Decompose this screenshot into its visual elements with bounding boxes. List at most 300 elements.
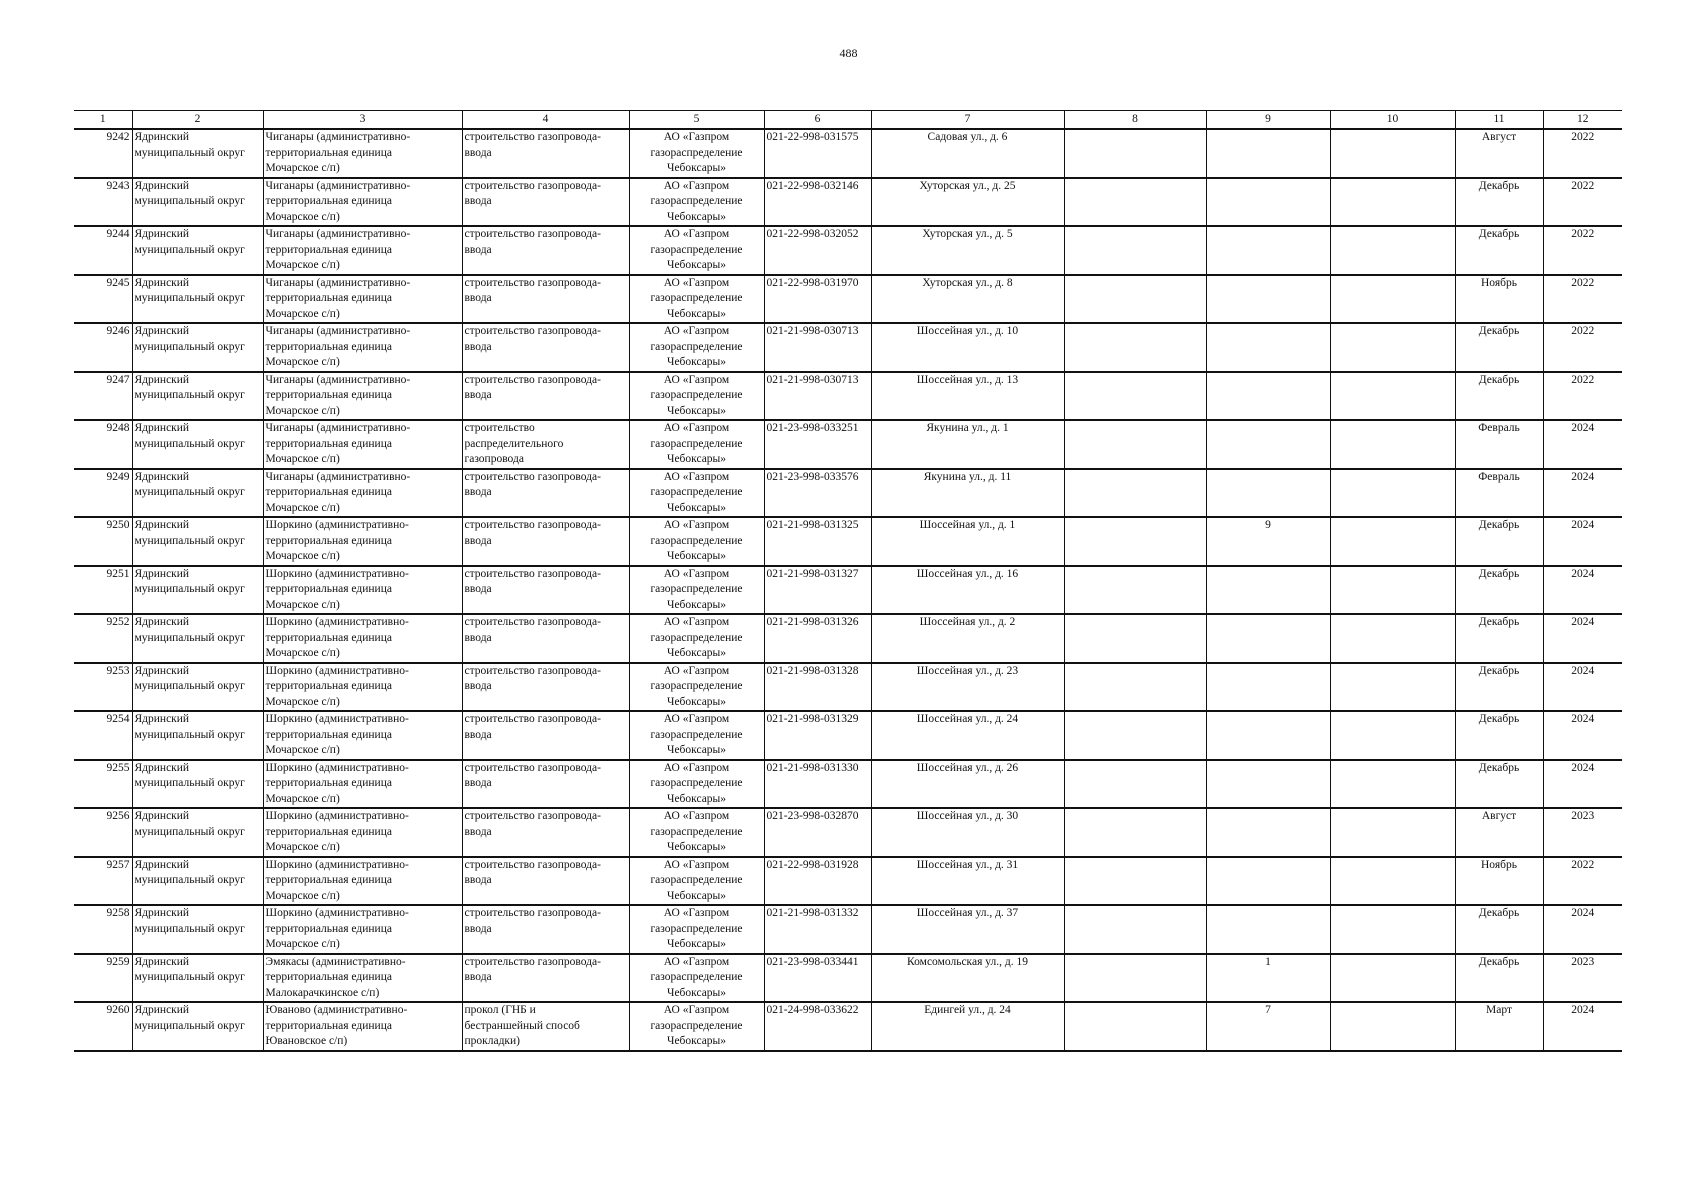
- cell-col-10: [1330, 275, 1455, 324]
- cell-text-line: АО «Газпром: [663, 567, 730, 580]
- column-header-10: 10: [1330, 111, 1455, 130]
- cell-text-line: муниципальный округ: [134, 631, 245, 644]
- cell-col-11: Август: [1455, 808, 1543, 857]
- cell-text-line: строительство газопровода-: [464, 519, 601, 531]
- cell-col-12: 2022: [1543, 129, 1622, 178]
- cell-text-line: Малокарачкинское с/п): [265, 986, 380, 999]
- cell-text-line: строительство газопровода-: [464, 907, 601, 919]
- cell-col-11: Декабрь: [1455, 323, 1543, 372]
- cell-text-line: Ядринский: [134, 228, 190, 240]
- cell-text-line: Шоркино (административно-: [265, 567, 409, 580]
- cell-col-4: [462, 178, 629, 227]
- cell-col-9: [1206, 711, 1330, 760]
- cell-text-line: АО «Газпром: [663, 616, 730, 628]
- cell-text-line: Чиганары (административно-: [265, 373, 411, 386]
- cell-col-11: Декабрь: [1455, 760, 1543, 809]
- cell-text-line: муниципальный округ: [134, 486, 245, 498]
- cell-col-8: [1064, 857, 1206, 906]
- cell-col-12: 2024: [1543, 614, 1622, 663]
- header-row: [74, 111, 1622, 130]
- cell-col-9: 9: [1206, 517, 1330, 566]
- cell-text-line: Ювановское с/п): [265, 1035, 348, 1047]
- cell-col-4: [462, 420, 629, 469]
- cell-text-line: муниципальный округ: [134, 922, 245, 935]
- table-row: [74, 614, 1622, 663]
- cell-text-line: территориальная единица: [265, 1019, 392, 1032]
- cell-col-4: [462, 129, 629, 178]
- cell-text-line: Мочарское с/п): [265, 356, 340, 368]
- cell-col-10: [1330, 760, 1455, 809]
- cell-text-line: Мочарское с/п): [265, 889, 340, 902]
- cell-col-10: [1330, 711, 1455, 760]
- cell-text-line: Эмякасы (административно-: [265, 955, 406, 968]
- cell-text-line: газораспределение: [650, 195, 743, 207]
- cell-col-2: [132, 1002, 263, 1051]
- cell-col-1: 9244: [74, 226, 132, 275]
- cell-col-5: [629, 614, 764, 663]
- column-header-12: 12: [1543, 111, 1622, 130]
- cell-col-10: [1330, 663, 1455, 712]
- cell-col-3: [263, 226, 462, 275]
- cell-col-10: [1330, 420, 1455, 469]
- cell-col-6: 021-24-998-033622: [764, 1002, 871, 1051]
- cell-col-8: [1064, 275, 1206, 324]
- cell-text-line: Чебоксары»: [666, 453, 727, 465]
- cell-col-8: [1064, 323, 1206, 372]
- table-row: [74, 760, 1622, 809]
- cell-col-11: Декабрь: [1455, 663, 1543, 712]
- cell-text-line: Чебоксары»: [666, 792, 727, 805]
- cell-text-line: АО «Газпром: [663, 907, 730, 919]
- cell-col-8: [1064, 226, 1206, 275]
- cell-col-9: [1206, 275, 1330, 324]
- cell-col-6: 021-22-998-031970: [764, 275, 871, 324]
- cell-text-line: Шоркино (административно-: [265, 810, 409, 822]
- cell-text-line: Ядринский: [134, 810, 190, 822]
- cell-text-line: муниципальный округ: [134, 195, 245, 207]
- cell-text-line: Мочарское с/п): [265, 501, 340, 514]
- cell-col-4: [462, 905, 629, 954]
- cell-text-line: территориальная единица: [265, 437, 392, 450]
- cell-text-line: Чебоксары»: [666, 307, 727, 320]
- cell-col-12: 2024: [1543, 517, 1622, 566]
- cell-col-3: [263, 275, 462, 324]
- cell-text-line: газораспределение: [650, 486, 743, 498]
- cell-text-line: Чебоксары»: [666, 550, 727, 562]
- cell-col-6: 021-21-998-031326: [764, 614, 871, 663]
- cell-text-line: муниципальный округ: [134, 777, 245, 789]
- cell-text-line: строительство газопровода-: [464, 470, 601, 483]
- cell-col-4: [462, 1002, 629, 1051]
- cell-text-line: АО «Газпром: [663, 131, 730, 143]
- cell-col-5: [629, 226, 764, 275]
- table-row: [74, 178, 1622, 227]
- cell-col-9: [1206, 469, 1330, 518]
- cell-col-11: Март: [1455, 1002, 1543, 1051]
- cell-text-line: газораспределение: [650, 874, 743, 886]
- cell-text-line: ввода: [464, 146, 492, 159]
- cell-text-line: Мочарское с/п): [265, 938, 340, 950]
- cell-col-1: 9242: [74, 129, 132, 178]
- cell-col-11: Декабрь: [1455, 226, 1543, 275]
- cell-col-4: [462, 808, 629, 857]
- cell-text-line: Чебоксары»: [666, 889, 727, 902]
- cell-col-6: 021-21-998-030713: [764, 372, 871, 421]
- cell-col-6: 021-22-998-032146: [764, 178, 871, 227]
- cell-text-line: Ядринский: [134, 470, 190, 483]
- cell-col-2: [132, 517, 263, 566]
- cell-col-7: Хуторская ул., д. 5: [871, 226, 1064, 275]
- cell-col-5: [629, 905, 764, 954]
- cell-col-4: [462, 760, 629, 809]
- cell-text-line: муниципальный округ: [134, 389, 245, 401]
- cell-text-line: муниципальный округ: [134, 728, 245, 741]
- cell-col-3: [263, 808, 462, 857]
- cell-col-5: [629, 323, 764, 372]
- cell-text-line: территориальная единица: [265, 971, 392, 983]
- cell-col-4: [462, 614, 629, 663]
- table-row: [74, 517, 1622, 566]
- cell-col-3: [263, 663, 462, 712]
- cell-text-line: прокладки): [464, 1035, 521, 1047]
- cell-col-11: Февраль: [1455, 469, 1543, 518]
- cell-text-line: строительство газопровода-: [464, 616, 601, 628]
- table-row: [74, 663, 1622, 712]
- cell-col-8: [1064, 614, 1206, 663]
- cell-col-4: [462, 517, 629, 566]
- cell-col-7: Шоссейная ул., д. 31: [871, 857, 1064, 906]
- cell-col-3: [263, 760, 462, 809]
- cell-col-5: [629, 469, 764, 518]
- cell-col-9: [1206, 226, 1330, 275]
- table-row: [74, 469, 1622, 518]
- cell-text-line: муниципальный округ: [134, 243, 245, 256]
- cell-col-7: Якунина ул., д. 11: [871, 469, 1064, 518]
- cell-text-line: Ядринский: [134, 1004, 190, 1016]
- cell-text-line: Шоркино (административно-: [265, 519, 409, 531]
- cell-col-8: [1064, 372, 1206, 421]
- cell-col-12: 2024: [1543, 1002, 1622, 1051]
- cell-text-line: территориальная единица: [265, 340, 392, 353]
- cell-text-line: газораспределение: [650, 243, 743, 256]
- cell-text-line: Ядринский: [134, 276, 190, 289]
- cell-col-6: 021-21-998-031325: [764, 517, 871, 566]
- cell-col-2: [132, 372, 263, 421]
- cell-col-10: [1330, 226, 1455, 275]
- cell-col-10: [1330, 954, 1455, 1003]
- cell-col-12: 2024: [1543, 760, 1622, 809]
- cell-col-1: 9260: [74, 1002, 132, 1051]
- table-row: [74, 954, 1622, 1003]
- cell-col-2: [132, 275, 263, 324]
- cell-col-10: [1330, 129, 1455, 178]
- cell-text-line: Чиганары (административно-: [265, 422, 411, 434]
- cell-text-line: АО «Газпром: [663, 1004, 730, 1016]
- cell-col-5: [629, 857, 764, 906]
- cell-text-line: Ядринский: [134, 761, 190, 774]
- cell-col-6: 021-23-998-033251: [764, 420, 871, 469]
- cell-col-8: [1064, 905, 1206, 954]
- cell-col-1: 9252: [74, 614, 132, 663]
- cell-col-5: [629, 760, 764, 809]
- cell-text-line: АО «Газпром: [663, 810, 730, 822]
- table-row: [74, 323, 1622, 372]
- cell-text-line: Ядринский: [134, 664, 190, 677]
- cell-text-line: муниципальный округ: [134, 583, 245, 595]
- cell-text-line: муниципальный округ: [134, 874, 245, 886]
- cell-col-4: [462, 323, 629, 372]
- cell-text-line: газораспределение: [650, 146, 743, 159]
- cell-col-1: 9255: [74, 760, 132, 809]
- cell-col-5: [629, 420, 764, 469]
- cell-text-line: территориальная единица: [265, 777, 392, 789]
- cell-col-3: [263, 129, 462, 178]
- cell-col-11: Декабрь: [1455, 614, 1543, 663]
- cell-text-line: АО «Газпром: [663, 179, 730, 192]
- cell-text-line: строительство газопровода-: [464, 955, 601, 968]
- cell-col-5: [629, 517, 764, 566]
- cell-text-line: территориальная единица: [265, 243, 392, 256]
- cell-col-4: [462, 954, 629, 1003]
- cell-text-line: Шоркино (административно-: [265, 616, 409, 628]
- cell-col-2: [132, 469, 263, 518]
- cell-text-line: газораспределение: [650, 583, 743, 595]
- cell-text-line: строительство: [464, 422, 535, 434]
- cell-text-line: АО «Газпром: [663, 276, 730, 289]
- cell-col-5: [629, 808, 764, 857]
- cell-text-line: Ядринский: [134, 616, 190, 628]
- cell-col-4: [462, 663, 629, 712]
- cell-text-line: территориальная единица: [265, 874, 392, 886]
- cell-col-7: Садовая ул., д. 6: [871, 129, 1064, 178]
- cell-col-12: 2024: [1543, 663, 1622, 712]
- cell-col-2: [132, 711, 263, 760]
- cell-text-line: муниципальный округ: [134, 1019, 245, 1032]
- cell-text-line: ввода: [464, 825, 492, 838]
- cell-text-line: АО «Газпром: [663, 955, 730, 968]
- cell-col-11: Февраль: [1455, 420, 1543, 469]
- cell-text-line: Чебоксары»: [666, 210, 727, 223]
- table-row: [74, 129, 1622, 178]
- cell-col-3: [263, 566, 462, 615]
- cell-text-line: бестраншейный способ: [464, 1019, 580, 1032]
- cell-text-line: Чиганары (административно-: [265, 325, 411, 337]
- cell-text-line: газораспределение: [650, 292, 743, 304]
- cell-text-line: Юваново (административно-: [265, 1004, 408, 1016]
- cell-col-9: 7: [1206, 1002, 1330, 1051]
- cell-col-9: [1206, 566, 1330, 615]
- cell-col-5: [629, 178, 764, 227]
- cell-text-line: Чебоксары»: [666, 598, 727, 611]
- cell-col-11: Август: [1455, 129, 1543, 178]
- table-row: [74, 1002, 1622, 1051]
- cell-text-line: Чиганары (административно-: [265, 179, 411, 192]
- cell-col-8: [1064, 469, 1206, 518]
- cell-col-9: [1206, 372, 1330, 421]
- cell-text-line: территориальная единица: [265, 922, 392, 935]
- cell-col-1: 9254: [74, 711, 132, 760]
- cell-col-1: 9257: [74, 857, 132, 906]
- cell-col-3: [263, 517, 462, 566]
- table-row: [74, 226, 1622, 275]
- cell-col-11: Декабрь: [1455, 517, 1543, 566]
- cell-col-12: 2022: [1543, 323, 1622, 372]
- cell-col-11: Декабрь: [1455, 178, 1543, 227]
- cell-text-line: АО «Газпром: [663, 325, 730, 337]
- cell-col-8: [1064, 517, 1206, 566]
- cell-text-line: ввода: [464, 389, 492, 401]
- cell-col-7: Шоссейная ул., д. 26: [871, 760, 1064, 809]
- cell-col-6: 021-23-998-033576: [764, 469, 871, 518]
- cell-col-6: 021-21-998-031328: [764, 663, 871, 712]
- cell-text-line: территориальная единица: [265, 534, 392, 547]
- column-header-8: 8: [1064, 111, 1206, 130]
- cell-col-4: [462, 857, 629, 906]
- cell-col-9: [1206, 129, 1330, 178]
- cell-col-4: [462, 372, 629, 421]
- cell-text-line: Чебоксары»: [666, 404, 727, 417]
- data-table: [74, 110, 1622, 1052]
- cell-text-line: территориальная единица: [265, 631, 392, 644]
- cell-col-6: 021-21-998-031327: [764, 566, 871, 615]
- cell-text-line: ввода: [464, 971, 492, 983]
- cell-text-line: ввода: [464, 777, 492, 789]
- cell-col-2: [132, 760, 263, 809]
- cell-col-1: 9247: [74, 372, 132, 421]
- cell-col-11: Ноябрь: [1455, 275, 1543, 324]
- cell-text-line: Чебоксары»: [666, 986, 727, 999]
- table-row: [74, 420, 1622, 469]
- cell-text-line: Шоркино (административно-: [265, 858, 409, 871]
- cell-text-line: Чебоксары»: [666, 162, 727, 174]
- cell-text-line: территориальная единица: [265, 389, 392, 401]
- cell-text-line: Мочарское с/п): [265, 598, 340, 611]
- cell-text-line: газораспределение: [650, 728, 743, 741]
- cell-col-11: Декабрь: [1455, 905, 1543, 954]
- cell-text-line: территориальная единица: [265, 680, 392, 692]
- cell-col-6: 021-21-998-031329: [764, 711, 871, 760]
- cell-text-line: АО «Газпром: [663, 470, 730, 483]
- cell-col-6: 021-23-998-033441: [764, 954, 871, 1003]
- cell-text-line: Ядринский: [134, 567, 190, 580]
- cell-text-line: Шоркино (административно-: [265, 713, 409, 725]
- cell-text-line: Ядринский: [134, 131, 190, 143]
- cell-col-12: 2022: [1543, 275, 1622, 324]
- cell-col-2: [132, 905, 263, 954]
- cell-col-10: [1330, 857, 1455, 906]
- cell-col-12: 2024: [1543, 469, 1622, 518]
- cell-text-line: Ядринский: [134, 955, 190, 968]
- cell-col-7: Шоссейная ул., д. 2: [871, 614, 1064, 663]
- cell-col-7: Шоссейная ул., д. 23: [871, 663, 1064, 712]
- cell-col-8: [1064, 808, 1206, 857]
- cell-text-line: газораспределение: [650, 1019, 743, 1032]
- cell-col-3: [263, 905, 462, 954]
- cell-text-line: АО «Газпром: [663, 858, 730, 871]
- cell-text-line: строительство газопровода-: [464, 373, 601, 386]
- cell-text-line: Ядринский: [134, 858, 190, 871]
- column-header-9: 9: [1206, 111, 1330, 130]
- cell-text-line: газораспределение: [650, 922, 743, 935]
- cell-col-12: 2022: [1543, 372, 1622, 421]
- cell-col-2: [132, 808, 263, 857]
- cell-text-line: Шоркино (административно-: [265, 664, 409, 677]
- cell-text-line: газораспределение: [650, 389, 743, 401]
- column-header-4: 4: [462, 111, 629, 130]
- cell-col-2: [132, 178, 263, 227]
- table-row: [74, 372, 1622, 421]
- cell-col-5: [629, 566, 764, 615]
- cell-col-6: 021-22-998-031928: [764, 857, 871, 906]
- cell-col-3: [263, 614, 462, 663]
- column-header-5: 5: [629, 111, 764, 130]
- cell-col-9: [1206, 323, 1330, 372]
- cell-text-line: газораспределение: [650, 971, 743, 983]
- cell-text-line: строительство газопровода-: [464, 567, 601, 580]
- cell-col-7: Шоссейная ул., д. 13: [871, 372, 1064, 421]
- cell-text-line: муниципальный округ: [134, 437, 245, 450]
- cell-text-line: газораспределение: [650, 534, 743, 547]
- cell-col-11: Декабрь: [1455, 372, 1543, 421]
- cell-col-7: Комсомольская ул., д. 19: [871, 954, 1064, 1003]
- cell-col-5: [629, 275, 764, 324]
- cell-col-3: [263, 372, 462, 421]
- cell-text-line: АО «Газпром: [663, 664, 730, 677]
- cell-text-line: ввода: [464, 583, 492, 595]
- cell-col-1: 9250: [74, 517, 132, 566]
- cell-col-5: [629, 954, 764, 1003]
- cell-col-3: [263, 711, 462, 760]
- cell-text-line: территориальная единица: [265, 195, 392, 207]
- table-row: [74, 566, 1622, 615]
- cell-text-line: распределительного: [464, 437, 564, 450]
- cell-text-line: строительство газопровода-: [464, 664, 601, 677]
- cell-text-line: газопровода: [464, 453, 524, 465]
- cell-text-line: Чебоксары»: [666, 841, 727, 853]
- cell-text-line: Мочарское с/п): [265, 744, 340, 756]
- column-header-3: 3: [263, 111, 462, 130]
- page-number: 488: [839, 46, 858, 60]
- cell-col-7: Шоссейная ул., д. 16: [871, 566, 1064, 615]
- cell-text-line: Чебоксары»: [666, 259, 727, 271]
- cell-text-line: Ядринский: [134, 519, 190, 531]
- cell-text-line: территориальная единица: [265, 825, 392, 838]
- cell-text-line: муниципальный округ: [134, 340, 245, 353]
- cell-col-9: [1206, 760, 1330, 809]
- cell-col-6: 021-22-998-031575: [764, 129, 871, 178]
- table-row: [74, 275, 1622, 324]
- cell-text-line: Чебоксары»: [666, 695, 727, 708]
- cell-text-line: муниципальный округ: [134, 534, 245, 547]
- cell-text-line: ввода: [464, 243, 492, 256]
- cell-col-1: 9259: [74, 954, 132, 1003]
- column-header-11: 11: [1455, 111, 1543, 130]
- cell-col-12: 2024: [1543, 905, 1622, 954]
- cell-text-line: строительство газопровода-: [464, 179, 601, 192]
- cell-col-8: [1064, 1002, 1206, 1051]
- cell-col-6: 021-21-998-031330: [764, 760, 871, 809]
- cell-text-line: Мочарское с/п): [265, 695, 340, 708]
- cell-text-line: АО «Газпром: [663, 713, 730, 725]
- cell-text-line: Чебоксары»: [666, 1035, 727, 1047]
- cell-col-7: Шоссейная ул., д. 1: [871, 517, 1064, 566]
- cell-col-6: 021-23-998-032870: [764, 808, 871, 857]
- cell-col-1: 9256: [74, 808, 132, 857]
- cell-col-7: Едингей ул., д. 24: [871, 1002, 1064, 1051]
- table-row: [74, 905, 1622, 954]
- cell-text-line: ввода: [464, 534, 492, 547]
- cell-col-8: [1064, 566, 1206, 615]
